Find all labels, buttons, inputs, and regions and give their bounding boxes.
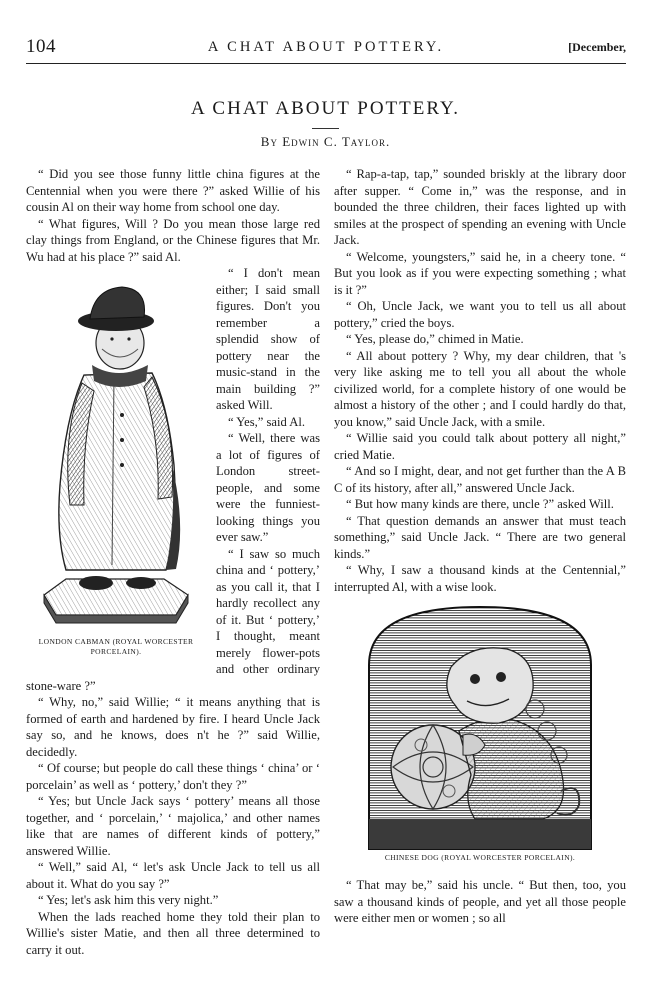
paragraph: “ Well,” said Al, “ let's ask Uncle Jack to tell us all about it. What do you say ?” bbox=[26, 860, 320, 891]
paragraph: “ All about pottery ? Why, my dear children, that 's very like asking me to tell you all about the whole civilized world, for a complete history of one would be almost a history of the other ; and I could hardly do that, you know,” said Uncle Jack, with a smile. bbox=[334, 348, 626, 429]
article-byline: By Edwin C. Taylor. bbox=[260, 134, 391, 149]
paragraph: “ Willie said you could talk about pottery all night,” cried Matie. bbox=[334, 431, 626, 462]
paragraph: “ I saw so much china and ‘ pottery,’ as you call it, that I hardly recollect any of it. But ‘ pottery,’ I thought, meant merely flower-pots and other ordinary stone-ware ?” bbox=[26, 546, 320, 693]
figure-chinese-dog bbox=[334, 605, 626, 863]
figure-caption: CHINESE DOG (ROYAL WORCESTER PORCELAIN). bbox=[384, 853, 576, 862]
paragraph: “ I don't mean either; I said small figures. Don't you remember a splendid show of pottery near the music-stand in the main building ?” asked Will. bbox=[216, 266, 320, 412]
paragraph: “ Oh, Uncle Jack, we want you to tell us all about pottery,” cried the boys. bbox=[334, 299, 626, 330]
header-rule bbox=[26, 63, 626, 64]
figure-caption: LONDON CABMAN (ROYAL WORCESTER PORCELAIN). bbox=[38, 637, 194, 656]
paragraph: “ But how many kinds are there, uncle ?” asked Will. bbox=[346, 497, 614, 511]
cabman-illustration bbox=[26, 265, 206, 637]
paragraph: “ Welcome, youngsters,” said he, in a cheery tone. “ But you look as if you were expecting something ; what is it ?” bbox=[334, 249, 626, 297]
title-rule bbox=[312, 128, 339, 129]
paragraph: “ Of course; but people do call these things ‘ china’ or ‘ porcelain’ as well as ‘ pottery,’ don't they ?” bbox=[26, 761, 320, 792]
paragraph: “ Well, there was a lot of figures of London street-people, and some were the funniest-looking things you ever saw.” bbox=[216, 431, 320, 544]
paragraph: “ Yes,” said Al. bbox=[228, 414, 305, 429]
paragraph: “ Did you see those funny little china figures at the Centennial when you were there ?” asked Willie of his cousin Al on their way home from school one day. bbox=[26, 167, 320, 214]
chinese-dog-illustration bbox=[367, 605, 593, 851]
paragraph: “ Why, I saw a thousand kinds at the Centennial,” interrupted Al, with a wise look. bbox=[334, 563, 626, 594]
text-column-right bbox=[334, 166, 626, 927]
running-title: A CHAT ABOUT POTTERY. bbox=[207, 39, 445, 55]
page-number: 104 bbox=[26, 36, 56, 57]
text-column-left bbox=[26, 166, 320, 958]
running-header bbox=[26, 36, 626, 60]
paragraph: “ Yes; let's ask him this very night.” bbox=[38, 893, 219, 907]
paragraph: “ That may be,” said his uncle. “ But then, too, you saw a thousand kinds of people, and yet all those people were either men or women ; so all bbox=[334, 878, 626, 925]
paragraph: “ What figures, Will ? Do you mean those large red clay things from England, or the Chinese figures that Mr. Wu had at his place ?” said Al. bbox=[26, 216, 320, 264]
paragraph: “ And so I might, dear, and not get further than the A B C of its history, after all,” answered Uncle Jack. bbox=[334, 464, 626, 495]
paragraph: “ That question demands an answer that must teach something,” said Uncle Jack. “ There are two general kinds.” bbox=[334, 513, 626, 561]
paragraph: When the lads reached home they told their plan to Willie's sister Matie, and then all three determined to carry it out. bbox=[26, 909, 320, 957]
paragraph: “ Yes; but Uncle Jack says ‘ pottery’ means all those together, and ‘ porcelain,’ ‘ majolica,’ and other names like that are names of different kinds of pottery,” answered Willie. bbox=[26, 794, 320, 858]
paragraph: “ Why, no,” said Willie; “ it means anything that is formed of earth and hardened by fire. I heard Uncle Jack say so, and he knows, does n't he ?” said Willie, decidedly. bbox=[26, 695, 320, 759]
issue-month: [December, bbox=[568, 40, 626, 54]
paragraph: “ Yes, please do,” chimed in Matie. bbox=[346, 332, 524, 346]
article-title: A CHAT ABOUT POTTERY. bbox=[191, 98, 460, 119]
figure-london-cabman bbox=[26, 265, 206, 663]
paragraph: “ Rap-a-tap, tap,” sounded briskly at the library door after supper. “ Come in,” was the response, and in bounded the three children, their faces lighted up with smiles at the prospect of spending an evening with Uncle Jack. bbox=[334, 167, 626, 247]
